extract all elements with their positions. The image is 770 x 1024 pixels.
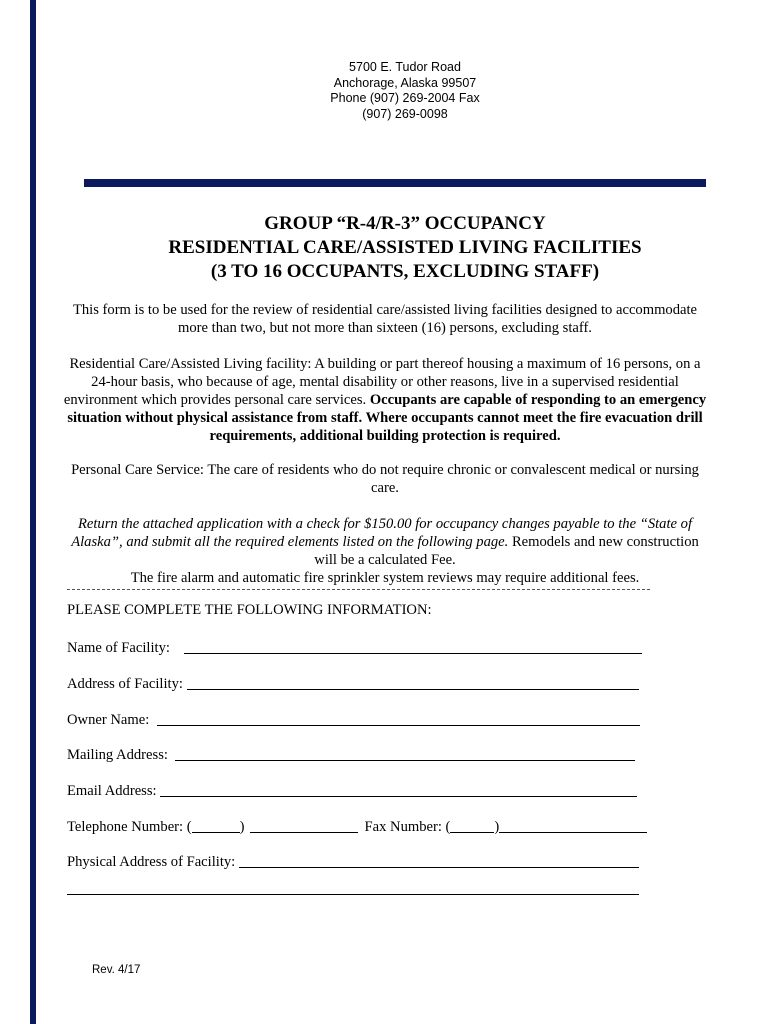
fees-note: The fire alarm and automatic fire sprinkler system reviews may require additional fees.	[130, 570, 640, 586]
revision-label: Rev. 4/17	[92, 964, 141, 976]
mailing-address-row	[67, 746, 635, 764]
telephone-area-code-field[interactable]	[192, 818, 240, 833]
telephone-number-field[interactable]	[250, 818, 358, 833]
address-street: 5700 E. Tudor Road	[349, 60, 461, 74]
email-address-row	[67, 782, 637, 800]
fax-label: Fax Number: (	[364, 819, 451, 835]
address-phone: Phone (907) 269-2004 Fax	[330, 91, 480, 105]
address-of-facility-label: Address of Facility:	[67, 676, 183, 692]
address-of-facility-row	[67, 675, 639, 693]
telephone-paren-close: )	[239, 819, 245, 835]
title-line-3: (3 TO 16 OCCUPANTS, EXCLUDING STAFF)	[210, 261, 600, 282]
mailing-address-field[interactable]	[175, 746, 635, 761]
telephone-fax-row	[67, 818, 647, 836]
form-heading: PLEASE COMPLETE THE FOLLOWING INFORMATION:	[67, 602, 432, 618]
fax-area-code-field[interactable]	[450, 818, 494, 833]
fax-number-field[interactable]	[499, 818, 647, 833]
telephone-label: Telephone Number: (	[67, 819, 192, 835]
return-normal-text: Remodels and new construction will be a calculated Fee.	[314, 534, 699, 568]
document-title	[60, 212, 750, 284]
left-border-bar	[30, 0, 36, 1024]
agency-address	[300, 60, 510, 122]
definition-bold-text: Occupants are capable of responding to an emergency situation without physical assistance from staff. Where occupants cannot meet the fire evacuation drill requirements, additional building protection is required.	[67, 392, 707, 444]
email-address-label: Email Address:	[67, 783, 157, 799]
name-of-facility-label: Name of Facility:	[67, 640, 170, 656]
dashed-separator	[67, 589, 650, 590]
definition-paragraph	[60, 355, 710, 445]
address-fax: (907) 269-0098	[362, 106, 448, 121]
owner-name-label: Owner Name:	[67, 712, 150, 728]
physical-address-row	[67, 853, 639, 871]
physical-address-continued-field[interactable]	[67, 880, 639, 895]
return-italic-text: Return the attached application with a check for $150.00 for occupancy changes payable to the “State of Alaska”, and submit all the required elements listed on the following page.	[71, 516, 693, 550]
mailing-address-label: Mailing Address:	[67, 747, 168, 763]
owner-name-field[interactable]	[157, 711, 640, 726]
owner-name-row	[67, 711, 640, 729]
title-line-1: GROUP “R-4/R-3” OCCUPANCY	[264, 213, 546, 234]
fax-paren-close: )	[494, 819, 500, 835]
header-divider	[84, 179, 706, 187]
email-address-field[interactable]	[160, 782, 637, 797]
personal-care-paragraph: Personal Care Service: The care of residents who do not require chronic or convalescent medical or nursing care.	[71, 462, 699, 496]
physical-address-field[interactable]	[239, 853, 639, 868]
return-paragraph	[60, 515, 710, 569]
physical-address-continued-row	[67, 880, 639, 898]
name-of-facility-row	[67, 639, 642, 657]
physical-address-label: Physical Address of Facility:	[67, 854, 236, 870]
address-city: Anchorage, Alaska 99507	[333, 75, 477, 90]
intro-paragraph: This form is to be used for the review of residential care/assisted living facilities designed to accommodate more than two, but not more than sixteen (16) persons, excluding staff.	[72, 302, 698, 336]
title-line-2: RESIDENTIAL CARE/ASSISTED LIVING FACILITIES	[168, 237, 642, 258]
definition-text: Residential Care/Assisted Living facility: A building or part thereof housing a maximum of 16 persons, on a 24-hour basis, who because of age, mental disability or other reasons, live in a supervised residential environment which provides personal care services.	[63, 356, 701, 408]
address-of-facility-field[interactable]	[187, 675, 639, 690]
name-of-facility-field[interactable]	[184, 639, 642, 654]
